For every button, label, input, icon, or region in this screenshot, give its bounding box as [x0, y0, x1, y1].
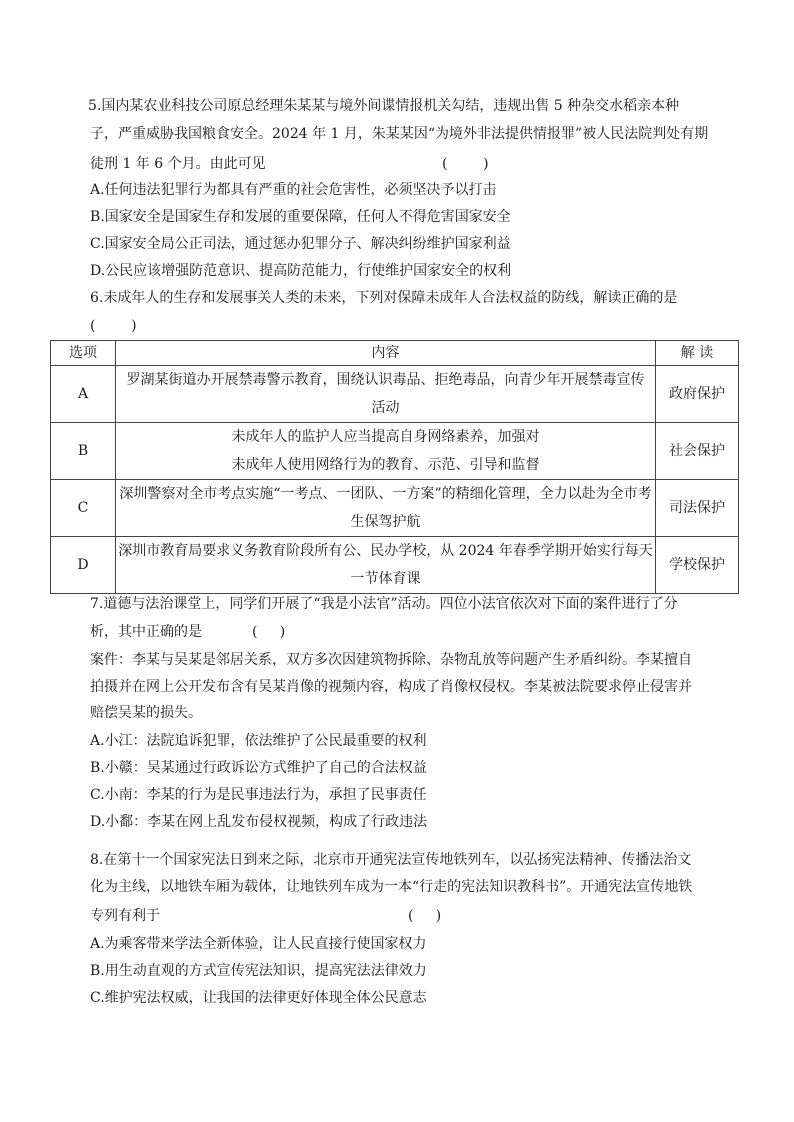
q5-option-a[interactable]: A.任何违法犯罪行为都具有严重的社会危害性，必须坚决予以打击	[90, 182, 497, 198]
q7-option-c[interactable]: C.小南：李某的行为是民事违法行为，承担了民事责任	[90, 787, 427, 803]
row-content	[116, 480, 656, 537]
q8-stem-line-2: 化为主线，以地铁车厢为载体，让地铁列车成为一本“行走的宪法知识教科书”。开通宪法宣传地铁	[90, 879, 693, 895]
q7-stem-line-1: 7.道德与法治课堂上，同学们开展了“我是小法官”活动。四位小法官依次对下面的案件进行了分	[90, 596, 678, 612]
row-content-line-2: 一节体育课	[350, 571, 421, 587]
row-reading: 司法保护	[656, 480, 739, 537]
row-option: A	[51, 366, 116, 423]
q5-stem-line-3: 徒刑 1 年 6 个月。由此可见	[90, 156, 266, 172]
table-row	[51, 480, 739, 537]
header-reading: 解 读	[656, 341, 739, 366]
row-option: C	[51, 480, 116, 537]
q8-stem-line-3: 专列有利于	[90, 908, 160, 924]
q5-stem-line-1: 5.国内某农业科技公司原总经理朱某某与境外间谍情报机关勾结，违规出售 5 种杂交水稻亲本种	[88, 98, 680, 114]
q8-option-c[interactable]: C.维护宪法权威，让我国的法律更好体现全体公民意志	[90, 990, 427, 1006]
table-row	[51, 537, 739, 594]
q5-option-d[interactable]: D.公民应该增强防范意识、提高防范能力，行使维护国家安全的权利	[90, 263, 512, 279]
q7-answer-paren[interactable]: ( )	[252, 624, 286, 640]
row-content-line-1: 深圳警察对全市考点实施“一考点、一团队、一方案”的精细化管理，全力以赴为全市考	[119, 486, 652, 502]
table-row	[51, 366, 739, 423]
q7-option-d[interactable]: D.小鄱：李某在网上乱发布侵权视频，构成了行政违法	[90, 814, 428, 830]
row-content	[116, 366, 656, 423]
row-option: B	[51, 423, 116, 480]
q7-case-line-2: 拍摄并在网上公开发布含有吴某肖像的视频内容，构成了肖像权侵权。李某被法院要求停止侵害并	[90, 679, 692, 695]
q7-stem-line-2: 析，其中正确的是	[90, 624, 202, 640]
header-content: 内容	[116, 341, 656, 366]
row-content-line-1: 未成年人的监护人应当提高自身网络素养，加强对	[231, 429, 540, 445]
table-row	[51, 423, 739, 480]
q7-option-a[interactable]: A.小江：法院追诉犯罪，依法维护了公民最重要的权利	[90, 733, 427, 749]
table-header-row	[51, 341, 739, 366]
row-option: D	[51, 537, 116, 594]
row-content-line-2: 生保驾护航	[350, 514, 421, 530]
row-content-line-1: 罗湖某街道办开展禁毒警示教育，围绕认识毒品、拒绝毒品，向青少年开展禁毒宣传	[126, 372, 645, 388]
q6-stem: 6.未成年人的生存和发展事关人类的未来，下列对保障未成年人合法权益的防线，解读正确的是	[90, 290, 678, 306]
q7-case-line-3: 赔偿吴某的损失。	[90, 705, 202, 721]
row-content-line-2: 未成年人使用网络行为的教育、示范、引导和监督	[231, 457, 540, 473]
row-content	[116, 537, 656, 594]
q7-option-b[interactable]: B.小赣：吴某通过行政诉讼方式维护了自己的合法权益	[90, 760, 427, 776]
q5-option-b[interactable]: B.国家安全是国家生存和发展的重要保障，任何人不得危害国家安全	[90, 209, 511, 225]
q8-option-b[interactable]: B.用生动直观的方式宣传宪法知识，提高宪法法律效力	[90, 963, 427, 979]
q8-answer-paren[interactable]: ( )	[408, 908, 442, 924]
q8-stem-line-1: 8.在第十一个国家宪法日到来之际，北京市开通宪法宣传地铁列车，以弘扬宪法精神、传播法治文	[90, 852, 692, 868]
row-reading: 社会保护	[656, 423, 739, 480]
q6-answer-paren[interactable]: ( )	[90, 318, 137, 334]
q5-stem-line-2: 子，严重威胁我国粮食安全。2024 年 1 月，朱某某因“为境外非法提供情报罪”被人民法院判处有期	[90, 126, 709, 142]
row-content	[116, 423, 656, 480]
row-reading: 学校保护	[656, 537, 739, 594]
row-content-line-2: 活动	[371, 400, 400, 416]
q5-option-c[interactable]: C.国家安全局公正司法，通过惩办犯罪分子、解决纠纷维护国家利益	[90, 236, 511, 252]
header-option: 选项	[51, 341, 116, 366]
row-reading: 政府保护	[656, 366, 739, 423]
q8-option-a[interactable]: A.为乘客带来学法全新体验，让人民直接行使国家权力	[90, 936, 427, 952]
q7-case-line-1: 案件：李某与吴某是邻居关系，双方多次因建筑物拆除、杂物乱放等问题产生矛盾纠纷。李某擅自	[90, 652, 692, 668]
q6-table	[50, 340, 739, 594]
q5-answer-paren[interactable]: ( )	[442, 156, 489, 172]
row-content-line-1: 深圳市教育局要求义务教育阶段所有公、民办学校，从 2024 年春季学期开始实行每天	[118, 543, 653, 559]
